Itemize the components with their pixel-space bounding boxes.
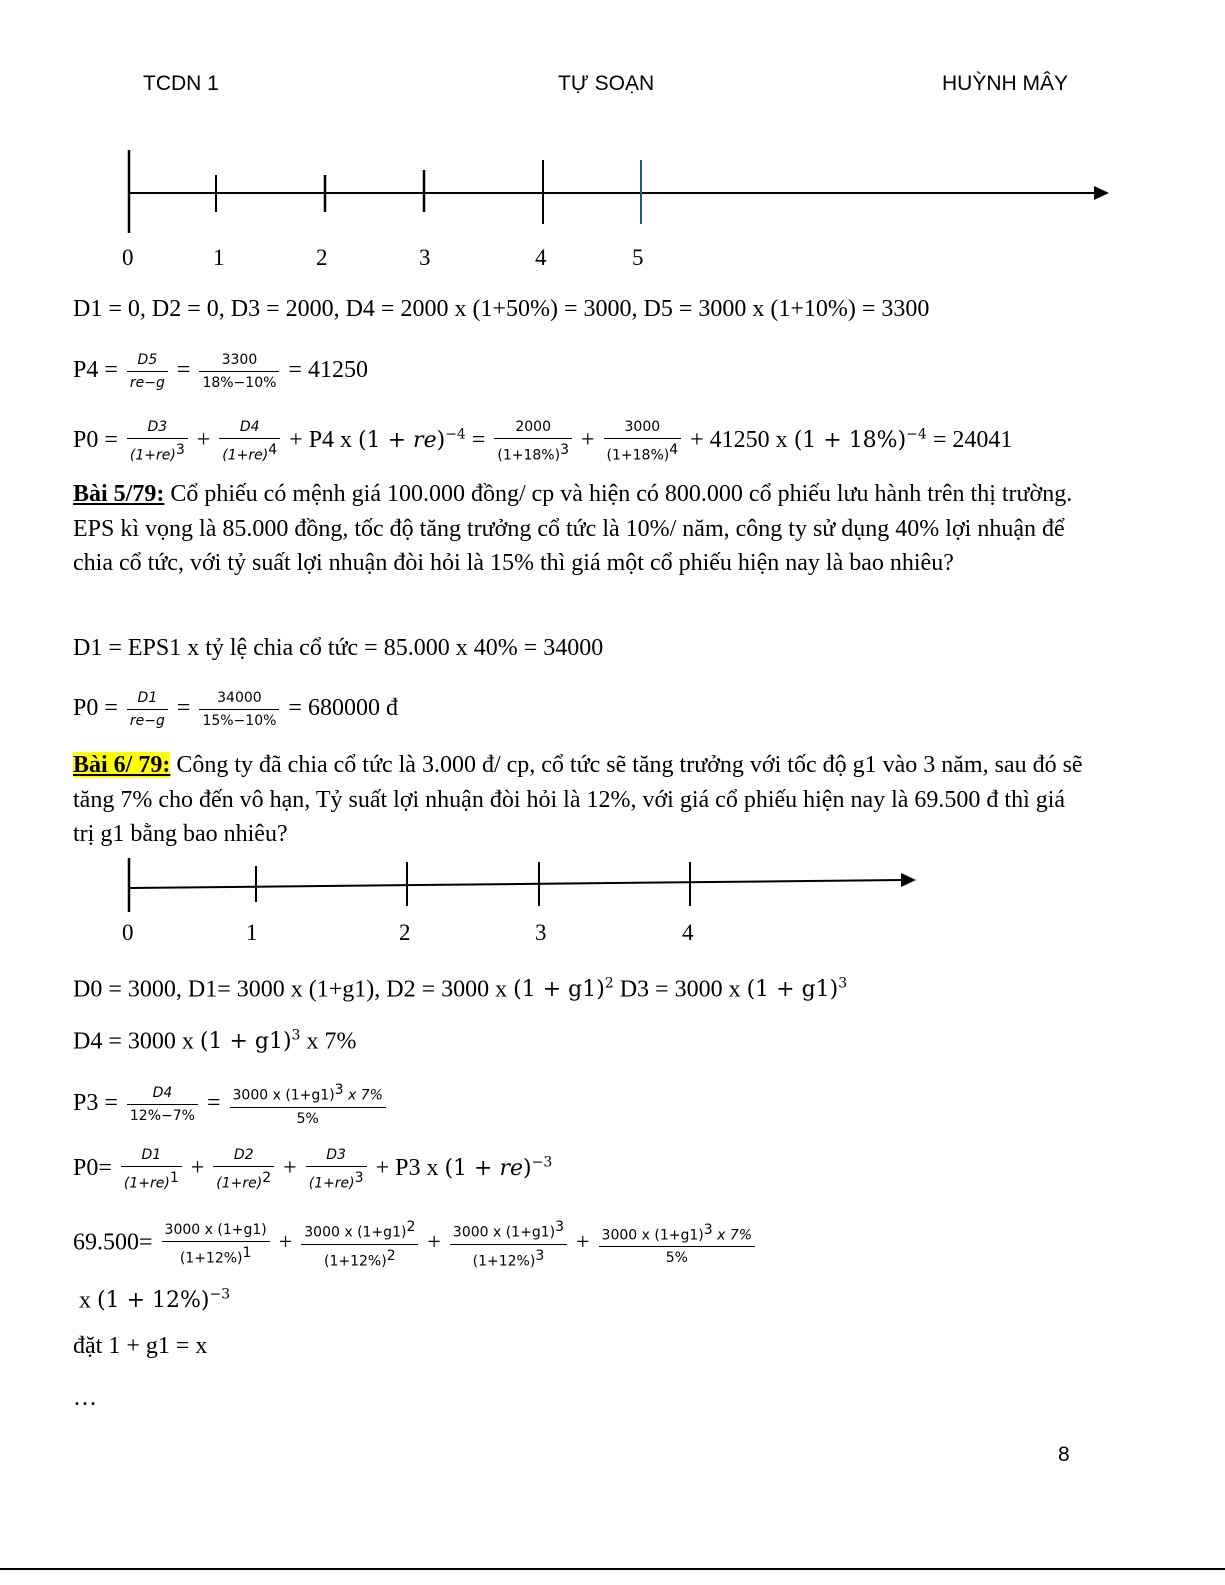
numerator-base: 3000 x (1+g1) [304, 1224, 407, 1241]
timeline-2-label: 3 [535, 920, 547, 945]
fraction-numerator: 3000 x (1+g1) [162, 1221, 270, 1242]
timeline-1-label: 3 [419, 245, 431, 270]
exercise-6-question [73, 748, 1083, 852]
fraction-numerator: D1 [127, 689, 168, 710]
math-term: (1 + re)$^{-3}$ [444, 1154, 553, 1181]
denominator-base: (1+12%) [472, 1253, 536, 1270]
fraction-numerator: D3 [306, 1146, 367, 1167]
fraction-denominator: $(1+18\%)^3$ [497, 442, 569, 464]
fraction-denominator: $(1+re)^4$ [222, 442, 278, 464]
timeline-1-label: 5 [632, 245, 644, 270]
times-text: x [79, 1287, 91, 1314]
equals-sign: = [206, 1089, 221, 1116]
timeline-2-label: 2 [399, 920, 411, 945]
fraction [494, 418, 572, 465]
numerator-tail: x 7% [712, 1227, 753, 1244]
plus-sign: + [576, 1229, 590, 1256]
fraction [162, 1221, 270, 1268]
exercise-6-p0-formula [73, 1146, 552, 1193]
header-course: TCDN 1 [143, 72, 219, 95]
timeline-1 [129, 150, 1109, 233]
fraction-numerator: 3000 [604, 418, 682, 439]
p4-formula [73, 351, 368, 392]
p0-mid: + P4 x [289, 426, 353, 453]
fraction-denominator: 15%−10% [202, 713, 277, 729]
denominator-base: (1+re) [129, 447, 176, 464]
timeline-1-label: 1 [213, 245, 225, 270]
d3-text: D3 = 3000 x [619, 976, 741, 1003]
p0-label: P0 = [73, 426, 118, 453]
p0-label: P0 = [73, 695, 118, 722]
fraction-numerator: D2 [213, 1146, 274, 1167]
math-term: $(1 + g1)^3$ [746, 976, 848, 1003]
exercise-6-substitution: đặt 1 + g1 = x [73, 1333, 208, 1359]
timeline-1-label: 4 [535, 245, 547, 270]
math-term: $(1 + g1)^3$ [199, 1028, 301, 1055]
plus-sign: + [580, 426, 595, 453]
fraction [604, 418, 682, 465]
timeline-2-label: 0 [122, 920, 134, 945]
fraction-denominator: $(1+12\%)^1$ [179, 1244, 252, 1267]
fraction-numerator: 3000 x $(1+g1)^3$ x 7% [599, 1221, 756, 1248]
fraction [199, 351, 279, 392]
exercise-6-text: Công ty đã chia cổ tức là 3.000 đ/ cp, cổ tức sẽ tăng trưởng với tốc độ g1 vào 3 năm, sau đó sẽ tăng 7% cho đến vô hạn, Tỷ suất lợi nhuận đòi hỏi là 12%, với giá cổ phiếu hiện nay là 69.500 đ thì giá trị g1 bằng bao nhiêu? [73, 752, 1083, 847]
p4-result: = 41250 [288, 357, 368, 384]
math-term: $(1 + 18\%)^{-4}$ [793, 426, 927, 453]
plus-sign: + [190, 1154, 205, 1181]
denominator-base: (1+12%) [179, 1250, 243, 1267]
numerator-base: 3000 x (1+g1) [452, 1224, 556, 1241]
header-author: HUỲNH MÂY [942, 72, 1069, 95]
fraction-denominator: re−g [129, 713, 165, 729]
p4-label: P4 = [73, 357, 118, 384]
page-number: 8 [1058, 1443, 1070, 1466]
page-bottom-border [0, 1568, 1225, 1570]
fraction-denominator: $(1+18\%)^4$ [606, 442, 679, 464]
fraction-denominator: $(1+12\%)^2$ [324, 1247, 396, 1270]
fraction [199, 689, 279, 730]
dividends-text: D0 = 3000, D1= 3000 x (1+g1), D2 = 3000 x [73, 976, 508, 1003]
denominator-base: (1+18%) [606, 447, 670, 464]
timeline-2-label: 4 [682, 920, 694, 945]
fraction-denominator: $(1+re)^3$ [308, 1170, 364, 1192]
fraction-numerator: 2000 [494, 418, 572, 439]
equation-label: 69.500= [73, 1229, 153, 1256]
plus-sign: + [196, 426, 211, 453]
fraction-denominator: re−g [129, 375, 165, 391]
exercise-5-p0-formula [73, 689, 398, 730]
exercise-5-title: Bài 5/79: [73, 481, 165, 507]
fraction [213, 1146, 274, 1193]
timeline-2 [129, 858, 916, 912]
d4-text: D4 = 3000 x [73, 1028, 194, 1055]
math-term: $(1 + 12\%)^{-3}$ [97, 1287, 231, 1314]
p0-tail: + 41250 x [690, 426, 788, 453]
fraction [230, 1081, 387, 1128]
exercise-6-equation [73, 1218, 758, 1270]
exercise-5-text: Cổ phiếu có mệnh giá 100.000 đồng/ cp và hiện có 800.000 cổ phiếu lưu hành trên thị trường. EPS kì vọng là 85.000 đồng, tốc độ tăng trưởng cổ tức là 10%/ năm, công ty sử dụng 40% lợi nhuận để chia cổ tức, với tỷ suất lợi nhuận đòi hỏi là 15% thì giá một cổ phiếu hiện nay là bao nhiêu? [73, 481, 1073, 576]
p0-formula-1 [73, 418, 1012, 465]
fraction-numerator: D1 [121, 1146, 182, 1167]
exercise-6-title: Bài 6/ 79: [73, 752, 171, 778]
timeline-1-label: 0 [122, 245, 134, 270]
p0-tail: + P3 x [375, 1154, 439, 1181]
equals-sign: = [471, 426, 486, 453]
fraction [301, 1218, 418, 1270]
timeline-1-label: 2 [316, 245, 328, 270]
header-title: TỰ SOẠN [558, 72, 655, 95]
ellipsis: … [73, 1385, 97, 1411]
fraction-numerator: 3300 [199, 351, 279, 372]
fraction-numerator: 3000 x $(1+g1)^3$ x 7% [230, 1081, 387, 1108]
equals-sign: = [176, 695, 191, 722]
fraction-numerator: D4 [219, 418, 280, 439]
d4-tail: x 7% [306, 1028, 357, 1055]
fraction-numerator: 3000 x $(1+g1)^2$ [301, 1218, 418, 1245]
timeline-2-label: 1 [246, 920, 258, 945]
exercise-5-d1: D1 = EPS1 x tỷ lệ chia cổ tức = 85.000 x 40% = 34000 [73, 635, 604, 661]
plus-sign: + [283, 1154, 297, 1181]
fraction [127, 418, 188, 465]
equals-sign: = [176, 357, 191, 384]
denominator-base: (1+re) [308, 1175, 355, 1192]
fraction-denominator: $(1+re)^3$ [129, 442, 185, 464]
denominator-base: (1+re) [216, 1175, 263, 1192]
fraction [127, 351, 168, 392]
plus-sign: + [278, 1229, 293, 1256]
fraction [121, 1146, 182, 1193]
numerator-tail: x 7% [343, 1087, 383, 1104]
denominator-base: (1+18%) [497, 447, 561, 464]
numerator-base: 3000 x (1+g1) [232, 1087, 335, 1104]
exercise-6-dividends [73, 969, 847, 1005]
fraction-numerator: D4 [127, 1084, 198, 1105]
fraction [219, 418, 280, 465]
fraction [450, 1218, 567, 1270]
exercise-6-d4 [73, 1021, 356, 1057]
denominator-base: (1+re) [222, 447, 269, 464]
fraction-numerator: 3000 x $(1+g1)^3$ [450, 1218, 567, 1245]
fraction [306, 1146, 367, 1193]
fraction [599, 1221, 756, 1268]
numerator-base: 3000 x (1+g1) [601, 1227, 704, 1244]
p3-label: P3 = [73, 1089, 118, 1116]
fraction-denominator: 12%−7% [129, 1107, 195, 1124]
fraction-numerator: D3 [127, 418, 188, 439]
exercise-5-question [73, 477, 1083, 581]
p0-label: P0= [73, 1154, 112, 1181]
fraction-numerator: D5 [127, 351, 168, 372]
fraction [127, 689, 168, 730]
fraction-denominator: 5% [296, 1110, 319, 1127]
p0-result: = 24041 [932, 426, 1013, 453]
math-term: $(1 + g1)^2$ [513, 976, 614, 1003]
fraction-denominator: $(1+re)^1$ [123, 1170, 179, 1192]
fraction-denominator: $(1+re)^2$ [216, 1170, 272, 1192]
math-term: (1 + re)$^{-4}$ [358, 426, 466, 453]
fraction-denominator: 5% [665, 1250, 688, 1267]
exercise-6-p3-formula [73, 1081, 389, 1128]
exercise-6-discount-line [79, 1280, 230, 1316]
plus-sign: + [427, 1229, 441, 1256]
fraction-denominator: 18%−10% [202, 375, 277, 391]
fraction-denominator: $(1+12\%)^3$ [472, 1247, 545, 1270]
fraction-numerator: 34000 [199, 689, 279, 710]
dividends-line: D1 = 0, D2 = 0, D3 = 2000, D4 = 2000 x (1+50%) = 3000, D5 = 3000 x (1+10%) = 3300 [73, 296, 930, 322]
exercise-5-result: = 680000 đ [288, 695, 398, 722]
denominator-base: (1+re) [123, 1175, 170, 1192]
fraction [127, 1084, 198, 1125]
denominator-base: (1+12%) [324, 1253, 387, 1270]
